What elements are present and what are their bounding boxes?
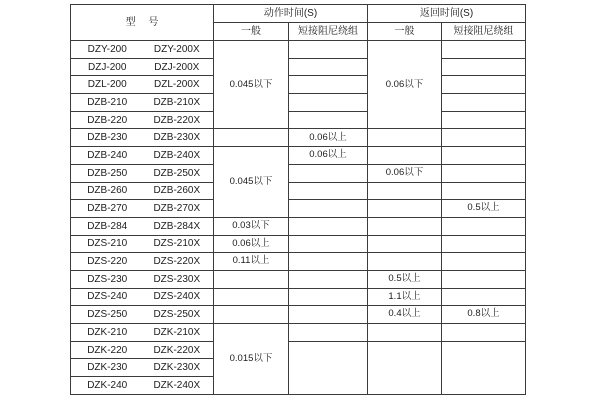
model-name: DZB-240: [87, 149, 128, 161]
table-row: [71, 270, 526, 288]
action-general-cell: 0.015以下: [214, 324, 289, 395]
model-cell: [71, 235, 214, 253]
action-damping-cell: 0.06以上: [289, 147, 368, 165]
model-column-header: 型 号: [71, 5, 214, 41]
return-damping-cell: [442, 58, 526, 76]
return-damping-cell: [442, 288, 526, 306]
action-damping-cell: [289, 182, 368, 200]
action-damping-cell: [289, 341, 368, 394]
table-row: [71, 324, 526, 342]
return-general-cell: 1.1以上: [368, 288, 442, 306]
action-general-cell: 0.03以下: [214, 217, 289, 235]
model-name-x: DZB-284X: [153, 220, 201, 232]
model-name-x: DZB-210X: [153, 96, 201, 108]
return-damping-cell: [442, 164, 526, 182]
model-name: DZS-230: [87, 273, 128, 285]
model-name: DZB-230: [87, 132, 128, 144]
model-cell: [71, 164, 214, 182]
action-damping-header: 短接阻尼绕组: [289, 23, 368, 41]
model-name-x: DZK-210X: [153, 326, 201, 338]
action-damping-cell: [289, 217, 368, 235]
action-damping-cell: [289, 94, 368, 112]
model-name-x: DZB-220X: [153, 114, 201, 126]
return-damping-cell: [442, 182, 526, 200]
model-name: DZJ-200: [88, 61, 127, 73]
model-name-x: DZY-200X: [153, 43, 200, 55]
model-cell: [71, 182, 214, 200]
model-cell: [71, 147, 214, 165]
model-cell: [71, 94, 214, 112]
model-name: DZL-200: [87, 79, 127, 91]
table-row: [71, 200, 526, 218]
model-name: DZK-230: [87, 362, 128, 374]
action-general-cell: 0.045以下: [214, 41, 289, 129]
action-damping-cell: [289, 324, 368, 342]
action-damping-cell: [289, 306, 368, 324]
model-cell: [71, 41, 214, 59]
model-name-x: DZB-260X: [153, 185, 201, 197]
return-general-cell: 0.06以下: [368, 164, 442, 182]
return-damping-cell: [442, 253, 526, 271]
action-general-cell: [214, 129, 289, 147]
return-damping-cell: [442, 76, 526, 94]
model-name-x: DZS-210X: [153, 238, 201, 250]
model-name: DZB-250: [87, 167, 128, 179]
action-damping-cell: [289, 58, 368, 76]
return-general-cell: [368, 217, 442, 235]
model-name: DZS-210: [87, 238, 128, 250]
model-cell: [71, 324, 214, 342]
table-row: [71, 129, 526, 147]
model-name: DZS-220: [87, 256, 128, 268]
return-general-cell: 0.4以上: [368, 306, 442, 324]
action-time-group-header: 动作时间(S): [214, 5, 368, 23]
model-name: DZK-240: [87, 379, 128, 391]
action-damping-cell: [289, 41, 368, 59]
model-name-x: DZB-230X: [153, 132, 201, 144]
model-name-x: DZB-270X: [153, 203, 201, 215]
action-general-cell: 0.11以上: [214, 253, 289, 271]
return-general-cell: 0.06以下: [368, 41, 442, 129]
action-damping-cell: [289, 253, 368, 271]
model-cell: [71, 217, 214, 235]
table-row: [71, 94, 526, 112]
return-general-cell: [368, 129, 442, 147]
return-damping-cell: [442, 147, 526, 165]
action-general-cell: [214, 270, 289, 288]
model-cell: [71, 288, 214, 306]
model-name-x: DZK-220X: [153, 344, 201, 356]
header-row-groups: [71, 5, 526, 23]
return-damping-cell: [442, 129, 526, 147]
return-general-cell: [368, 253, 442, 271]
model-name-x: DZS-250X: [153, 309, 201, 321]
model-name-x: DZB-240X: [153, 149, 201, 161]
model-name-x: DZK-240X: [153, 379, 201, 391]
table-row: [71, 76, 526, 94]
model-name-x: DZS-230X: [153, 273, 201, 285]
return-damping-cell: [442, 235, 526, 253]
model-name: DZB-284: [87, 220, 128, 232]
action-general-cell: 0.045以下: [214, 147, 289, 218]
model-name: DZB-210: [87, 96, 128, 108]
table-row: [71, 41, 526, 59]
action-damping-cell: [289, 270, 368, 288]
return-general-cell: [368, 324, 442, 342]
table-row: [71, 58, 526, 76]
model-name-x: DZS-220X: [153, 256, 201, 268]
model-cell: [71, 341, 214, 359]
return-general-cell: 0.5以上: [368, 270, 442, 288]
table-row: [71, 111, 526, 129]
model-name: DZK-210: [87, 326, 128, 338]
model-cell: [71, 129, 214, 147]
model-name: DZB-270: [87, 203, 128, 215]
model-name: DZY-200: [87, 43, 127, 55]
table-row: [71, 182, 526, 200]
model-name-x: DZJ-200X: [154, 61, 200, 73]
action-damping-cell: [289, 164, 368, 182]
action-general-cell: [214, 288, 289, 306]
model-name-x: DZS-240X: [153, 291, 201, 303]
model-name: DZS-250: [87, 309, 128, 321]
table-row: [71, 217, 526, 235]
return-damping-cell: [442, 41, 526, 59]
model-cell: [71, 76, 214, 94]
model-name: DZB-220: [87, 114, 128, 126]
model-name-x: DZB-250X: [153, 167, 201, 179]
action-damping-cell: [289, 235, 368, 253]
return-damping-cell: [442, 270, 526, 288]
action-general-cell: 0.06以上: [214, 235, 289, 253]
action-damping-cell: [289, 76, 368, 94]
action-general-cell: [214, 306, 289, 324]
model-cell: [71, 200, 214, 218]
return-damping-cell: [442, 94, 526, 112]
model-name: DZB-260: [87, 185, 128, 197]
return-time-group-header: 返回时间(S): [368, 5, 526, 23]
table-row: [71, 288, 526, 306]
model-name: DZK-220: [87, 344, 128, 356]
model-cell: [71, 270, 214, 288]
table-row: [71, 253, 526, 271]
action-damping-cell: [289, 200, 368, 218]
return-general-cell: [368, 147, 442, 165]
return-general-header: 一般: [368, 23, 442, 41]
action-damping-cell: 0.06以上: [289, 129, 368, 147]
model-name-x: DZL-200X: [154, 79, 200, 91]
model-cell: [71, 377, 214, 395]
table-row: [71, 147, 526, 165]
model-cell: [71, 253, 214, 271]
return-damping-cell: 0.8以上: [442, 306, 526, 324]
action-damping-cell: [289, 288, 368, 306]
return-general-cell: [368, 182, 442, 200]
return-damping-cell: [442, 324, 526, 342]
model-cell: [71, 359, 214, 377]
action-general-header: 一般: [214, 23, 289, 41]
return-damping-cell: [442, 111, 526, 129]
model-cell: [71, 111, 214, 129]
return-general-cell: [368, 235, 442, 253]
return-general-cell: [368, 341, 442, 394]
return-damping-header: 短接阻尼绕组: [442, 23, 526, 41]
return-damping-cell: [442, 341, 526, 394]
model-name: DZS-240: [87, 291, 128, 303]
model-name-x: DZK-230X: [153, 362, 201, 374]
table-row: [71, 164, 526, 182]
return-damping-cell: 0.5以上: [442, 200, 526, 218]
table-row: [71, 306, 526, 324]
table-row: [71, 235, 526, 253]
table-row: [71, 341, 526, 359]
return-general-cell: [368, 200, 442, 218]
model-cell: [71, 58, 214, 76]
return-damping-cell: [442, 217, 526, 235]
model-cell: [71, 306, 214, 324]
relay-timing-spec-table: [70, 4, 526, 395]
action-damping-cell: [289, 111, 368, 129]
